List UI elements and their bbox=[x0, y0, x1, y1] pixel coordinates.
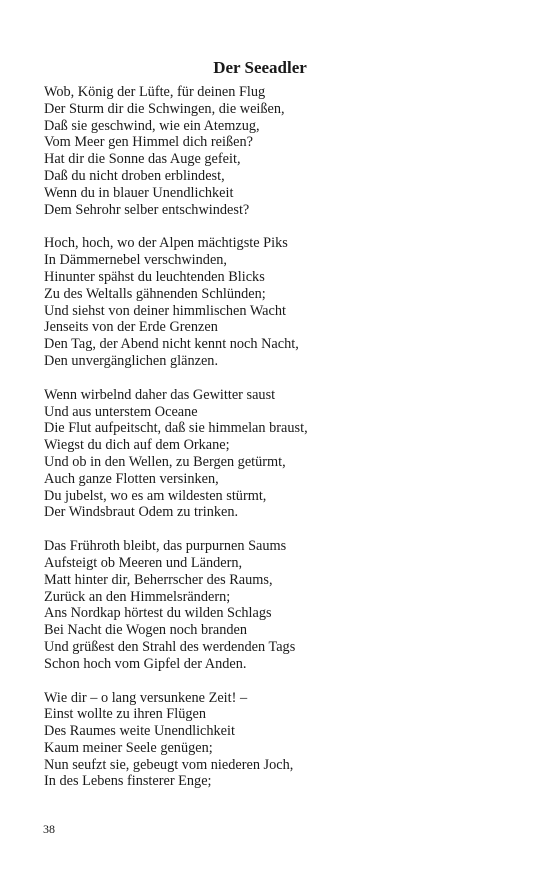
verse-line: Das Frühroth bleibt, das purpurnen Saums bbox=[44, 538, 287, 555]
stanza bbox=[44, 690, 524, 791]
verse-line: Ans Nordkap hörtest du wilden Schlags bbox=[44, 605, 272, 622]
verse-line: Nun seufzt sie, gebeugt vom niederen Joch, bbox=[44, 756, 294, 773]
verse-line: Die Flut aufpeitscht, daß sie himmelan braust, bbox=[44, 420, 308, 437]
verse-line: Wie dir – o lang versunkene Zeit! – bbox=[44, 689, 248, 706]
verse-line: Wenn du in blauer Unendlichkeit bbox=[44, 184, 234, 201]
verse-line: Der Windsbraut Odem zu trinken. bbox=[44, 504, 239, 521]
verse-line: Der Sturm dir die Schwingen, die weißen, bbox=[44, 100, 285, 117]
verse-line: Hinunter spähst du leuchtenden Blicks bbox=[44, 268, 265, 285]
verse-line: Und siehst von deiner himmlischen Wacht bbox=[44, 302, 286, 319]
stanza bbox=[44, 387, 524, 521]
poem-body bbox=[44, 84, 524, 807]
verse-line: Wob, König der Lüfte, für deinen Flug bbox=[44, 84, 266, 100]
verse-line: Zu des Weltalls gähnenden Schlünden; bbox=[44, 285, 266, 302]
verse-line: Vom Meer gen Himmel dich reißen? bbox=[44, 134, 253, 151]
verse-line: Wenn wirbelnd daher das Gewitter saust bbox=[44, 386, 276, 403]
verse-line: In Dämmernebel verschwinden, bbox=[44, 252, 228, 269]
stanza bbox=[44, 235, 524, 369]
verse-line: Auch ganze Flotten versinken, bbox=[44, 470, 219, 487]
verse-line: Einst wollte zu ihren Flügen bbox=[44, 706, 207, 723]
verse-line: Den Tag, der Abend nicht kennt noch Nacht, bbox=[44, 336, 299, 353]
verse-line: Hat dir die Sonne das Auge gefeit, bbox=[44, 151, 241, 168]
verse-line: Den unvergänglichen glänzen. bbox=[44, 352, 219, 369]
verse-line: In des Lebens finsterer Enge; bbox=[44, 773, 212, 790]
verse-line: Dem Sehrohr selber entschwindest? bbox=[44, 201, 250, 218]
verse-line: Kaum meiner Seele genügen; bbox=[44, 739, 213, 756]
stanza bbox=[44, 84, 524, 218]
verse-line: Und grüßest den Strahl des werdenden Tags bbox=[44, 638, 296, 655]
verse-line: Und ob in den Wellen, zu Bergen getürmt, bbox=[44, 453, 286, 470]
verse-line: Zurück an den Himmelsrändern; bbox=[44, 588, 231, 605]
verse-line: Matt hinter dir, Beherrscher des Raums, bbox=[44, 571, 273, 588]
verse-line: Daß sie geschwind, wie ein Atemzug, bbox=[44, 117, 260, 134]
verse-line: Schon hoch vom Gipfel der Anden. bbox=[44, 655, 247, 672]
verse-line: Des Raumes weite Unendlichkeit bbox=[44, 723, 235, 740]
verse-line: Daß du nicht droben erblindest, bbox=[44, 167, 225, 184]
stanza bbox=[44, 538, 524, 672]
verse-line: Wiegst du dich auf dem Orkane; bbox=[44, 437, 230, 454]
verse-line: Jenseits von der Erde Grenzen bbox=[44, 319, 218, 336]
page-number: 38 bbox=[43, 822, 55, 836]
verse-line: Hoch, hoch, wo der Alpen mächtigste Piks bbox=[44, 235, 288, 252]
verse-line: Und aus unterstem Oceane bbox=[44, 403, 198, 420]
verse-line: Aufsteigt ob Meeren und Ländern, bbox=[44, 554, 243, 571]
poem-title: Der Seeadler bbox=[213, 58, 307, 77]
verse-line: Bei Nacht die Wogen noch branden bbox=[44, 622, 248, 639]
verse-line: Du jubelst, wo es am wildesten stürmt, bbox=[44, 487, 267, 504]
